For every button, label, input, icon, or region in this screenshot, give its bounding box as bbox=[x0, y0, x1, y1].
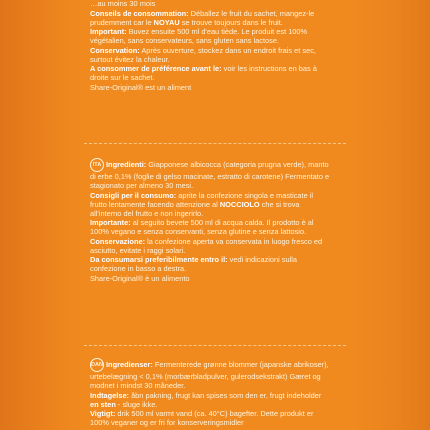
french-storage: Conservation: Après ouverture, stockez dans un endroit frais et sec, surtout évitez la chaleur. bbox=[90, 45, 316, 64]
danish-important: Vigtigt: drik 500 ml varmt vand (ca. 40°C) bagefter. Dette produkt er 100% veganer og er fri for konserveringsmidler bbox=[90, 409, 314, 427]
italian-language-badge: ITA bbox=[90, 158, 104, 172]
danish-intake: Indtagelse: åbn pakning, frugt kan spises som den er, frugt indeholder en sten - sluge ikke. bbox=[90, 390, 322, 409]
french-best-before: A consommer de préférence avant le: voir les instructions en bas à droite sur le sachet. bbox=[90, 64, 317, 82]
french-consumption-tips: Conseils de consommation: Déballez le fruit du sachet, mangez-le prudemment car le NOYAU se trouve toujours dans le fruit. bbox=[90, 8, 315, 27]
danish-language-badge: DAN bbox=[90, 358, 104, 372]
italian-consumption-tips: Consigli per il consumo: aprite la confezione singola e masticate il frutto lentamente facendo attenzione al NOCCIOLO che si trova all'interno del frutto e non ingerirlo. bbox=[90, 190, 314, 218]
italian-best-before: Da consumarsi preferibilmente entro il: vedi indicazioni sulla confezione in basso a destra. bbox=[90, 255, 298, 273]
french-line-top: …au moins 30 mois bbox=[90, 0, 156, 8]
section-divider bbox=[84, 143, 346, 144]
danish-ingredients: DAN Ingredienser: Fermenterede grønne blommer (japanske abrikoser), urtebelægning < 0,1% (morbærbladpulver, gulerodsekstrakt) Gæret og modnet i mindst 30 måneder. bbox=[90, 359, 329, 390]
section-divider bbox=[84, 345, 346, 346]
italian-section bbox=[90, 158, 330, 283]
italian-ingredients: ITA Ingredienti: Giapponese albicocca (categoria prugna verde), manto di erbe 0,1% (foglie di gelso macinate, estratto di carotene) Fermentato e stagionato per almeno 30 mesi. bbox=[90, 159, 330, 190]
italian-important: Importante: al seguito bevete 500 ml di acqua calda. Il prodotto è al 100% vegano e senza conservanti, senza glutine e senza lattosio. bbox=[90, 218, 314, 236]
danish-section bbox=[90, 358, 330, 428]
italian-trademark: Share-Original® è un alimento bbox=[90, 273, 190, 283]
french-important: Important: Buvez ensuite 500 ml d'eau tiède. Le produit est 100% végétalien, sans conservateurs, sans gluten sans lactose. bbox=[90, 27, 308, 45]
italian-storage: Conservazione: la confezione aperta va conservata in luogo fresco ed asciutto, evitate i raggi solari. bbox=[90, 236, 323, 255]
french-section bbox=[90, 0, 330, 92]
french-trademark: Share-Original® est un aliment bbox=[90, 82, 192, 92]
